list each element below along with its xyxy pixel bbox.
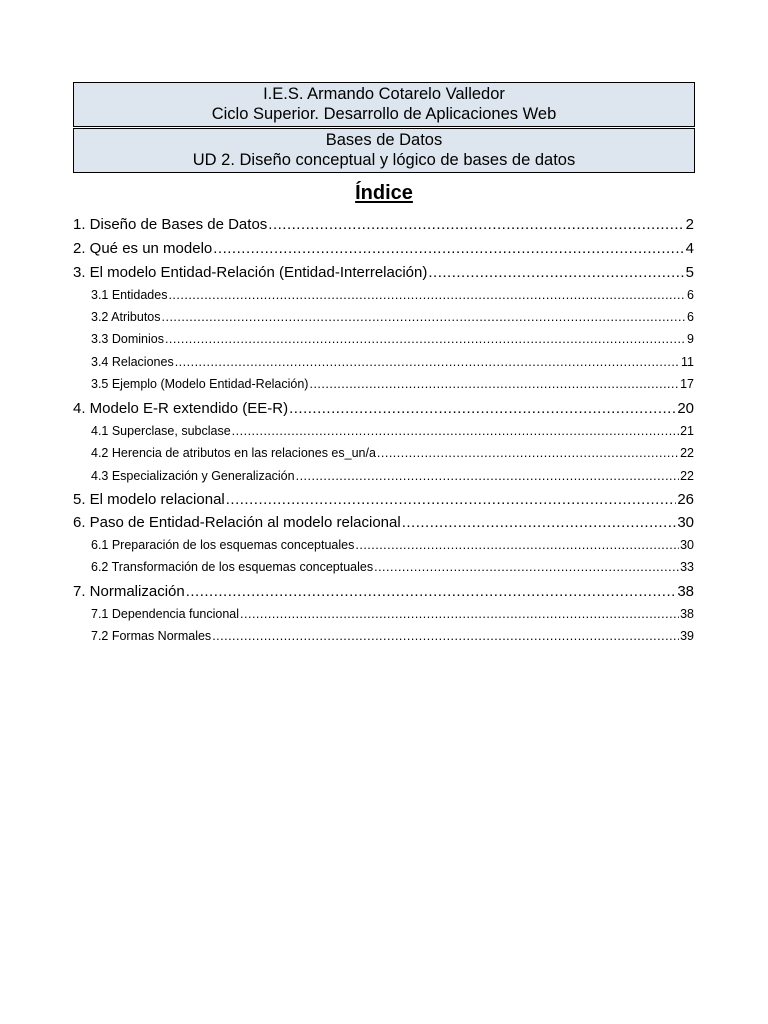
toc-subentry[interactable] bbox=[91, 355, 694, 373]
toc-subentry[interactable] bbox=[91, 424, 694, 442]
dot-leader bbox=[268, 216, 684, 233]
toc-entry-page: 22 bbox=[680, 446, 694, 460]
dot-leader bbox=[355, 538, 679, 552]
toc-entry-label: 4.2 Herencia de atributos en las relaciones es_un/a bbox=[91, 446, 376, 460]
toc-subentry[interactable] bbox=[91, 310, 694, 328]
toc-entry[interactable] bbox=[73, 264, 694, 284]
dot-leader bbox=[309, 377, 679, 391]
dot-leader bbox=[377, 446, 679, 460]
toc-subentry[interactable] bbox=[91, 446, 694, 464]
toc-entry-page: 38 bbox=[680, 607, 694, 621]
toc-entry-label: 6.1 Preparación de los esquemas conceptuales bbox=[91, 538, 355, 552]
dot-leader bbox=[226, 491, 677, 508]
toc-entry-page: 30 bbox=[680, 538, 694, 552]
toc-subentry[interactable] bbox=[91, 538, 694, 556]
subject-name: Bases de Datos bbox=[325, 131, 443, 149]
dot-leader bbox=[428, 264, 684, 281]
toc-subentry[interactable] bbox=[91, 629, 694, 647]
toc-entry-page: 20 bbox=[677, 400, 694, 417]
toc-entry-page: 38 bbox=[677, 583, 694, 600]
toc-entry-page: 11 bbox=[681, 355, 694, 369]
dot-leader bbox=[175, 355, 680, 369]
toc-entry-page: 4 bbox=[685, 240, 694, 257]
toc-entry-page: 21 bbox=[680, 424, 694, 438]
toc-entry[interactable] bbox=[73, 216, 694, 236]
toc-entry-label: 4.1 Superclase, subclase bbox=[91, 424, 231, 438]
dot-leader bbox=[168, 288, 686, 302]
toc-title: Índice bbox=[355, 182, 413, 204]
toc-entry-label: 7. Normalización bbox=[73, 583, 185, 600]
dot-leader bbox=[402, 514, 677, 531]
toc-entry-page: 9 bbox=[687, 332, 694, 346]
toc-entry-label: 5. El modelo relacional bbox=[73, 491, 225, 508]
toc-entry-label: 3.1 Entidades bbox=[91, 288, 168, 302]
toc-entry-page: 26 bbox=[677, 491, 694, 508]
toc-entry[interactable] bbox=[73, 240, 694, 260]
toc-entry-label: 3.5 Ejemplo (Modelo Entidad-Relación) bbox=[91, 377, 309, 391]
toc-entry-page: 6 bbox=[687, 310, 694, 324]
toc-subentry[interactable] bbox=[91, 607, 694, 625]
toc-entry[interactable] bbox=[73, 491, 694, 511]
institution-header-box bbox=[73, 82, 695, 127]
toc-entry-label: 3. El modelo Entidad-Relación (Entidad-Interrelación) bbox=[73, 264, 428, 281]
toc-entry-label: 6. Paso de Entidad-Relación al modelo relacional bbox=[73, 514, 401, 531]
toc-entry-label: 4.3 Especialización y Generalización bbox=[91, 469, 295, 483]
toc-entry-label: 7.2 Formas Normales bbox=[91, 629, 212, 643]
toc-entry-page: 33 bbox=[680, 560, 694, 574]
toc-entry-page: 30 bbox=[677, 514, 694, 531]
toc-entry-page: 5 bbox=[685, 264, 694, 281]
toc-entry[interactable] bbox=[73, 400, 694, 420]
toc-subentry[interactable] bbox=[91, 332, 694, 350]
subject-header-box bbox=[73, 128, 695, 173]
toc-subentry[interactable] bbox=[91, 560, 694, 578]
dot-leader bbox=[232, 424, 679, 438]
course-name: Ciclo Superior. Desarrollo de Aplicaciones Web bbox=[211, 105, 557, 123]
toc-subentry[interactable] bbox=[91, 469, 694, 487]
toc-entry-page: 22 bbox=[680, 469, 694, 483]
toc-entry-page: 39 bbox=[680, 629, 694, 643]
toc-entry-label: 3.2 Atributos bbox=[91, 310, 161, 324]
toc-entry-page: 6 bbox=[687, 288, 694, 302]
dot-leader bbox=[186, 583, 677, 600]
unit-title: UD 2. Diseño conceptual y lógico de bases de datos bbox=[192, 151, 576, 169]
school-name: I.E.S. Armando Cotarelo Valledor bbox=[263, 85, 505, 103]
toc-entry-label: 1. Diseño de Bases de Datos bbox=[73, 216, 268, 233]
toc-entry-label: 3.3 Dominios bbox=[91, 332, 164, 346]
toc-subentry[interactable] bbox=[91, 288, 694, 306]
toc-entry-label: 3.4 Relaciones bbox=[91, 355, 174, 369]
toc-entry-page: 2 bbox=[685, 216, 694, 233]
toc-entry-page: 17 bbox=[680, 377, 694, 391]
toc-entry-label: 2. Qué es un modelo bbox=[73, 240, 213, 257]
dot-leader bbox=[213, 240, 684, 257]
toc-entry-label: 4. Modelo E-R extendido (EE-R) bbox=[73, 400, 289, 417]
dot-leader bbox=[212, 629, 679, 643]
dot-leader bbox=[296, 469, 680, 483]
dot-leader bbox=[289, 400, 676, 417]
dot-leader bbox=[374, 560, 679, 574]
toc-entry-label: 6.2 Transformación de los esquemas conceptuales bbox=[91, 560, 374, 574]
toc-entry-label: 7.1 Dependencia funcional bbox=[91, 607, 240, 621]
dot-leader bbox=[165, 332, 686, 346]
dot-leader bbox=[240, 607, 679, 621]
toc-subentry[interactable] bbox=[91, 377, 694, 395]
dot-leader bbox=[162, 310, 687, 324]
toc-entry[interactable] bbox=[73, 514, 694, 534]
toc-entry[interactable] bbox=[73, 583, 694, 603]
